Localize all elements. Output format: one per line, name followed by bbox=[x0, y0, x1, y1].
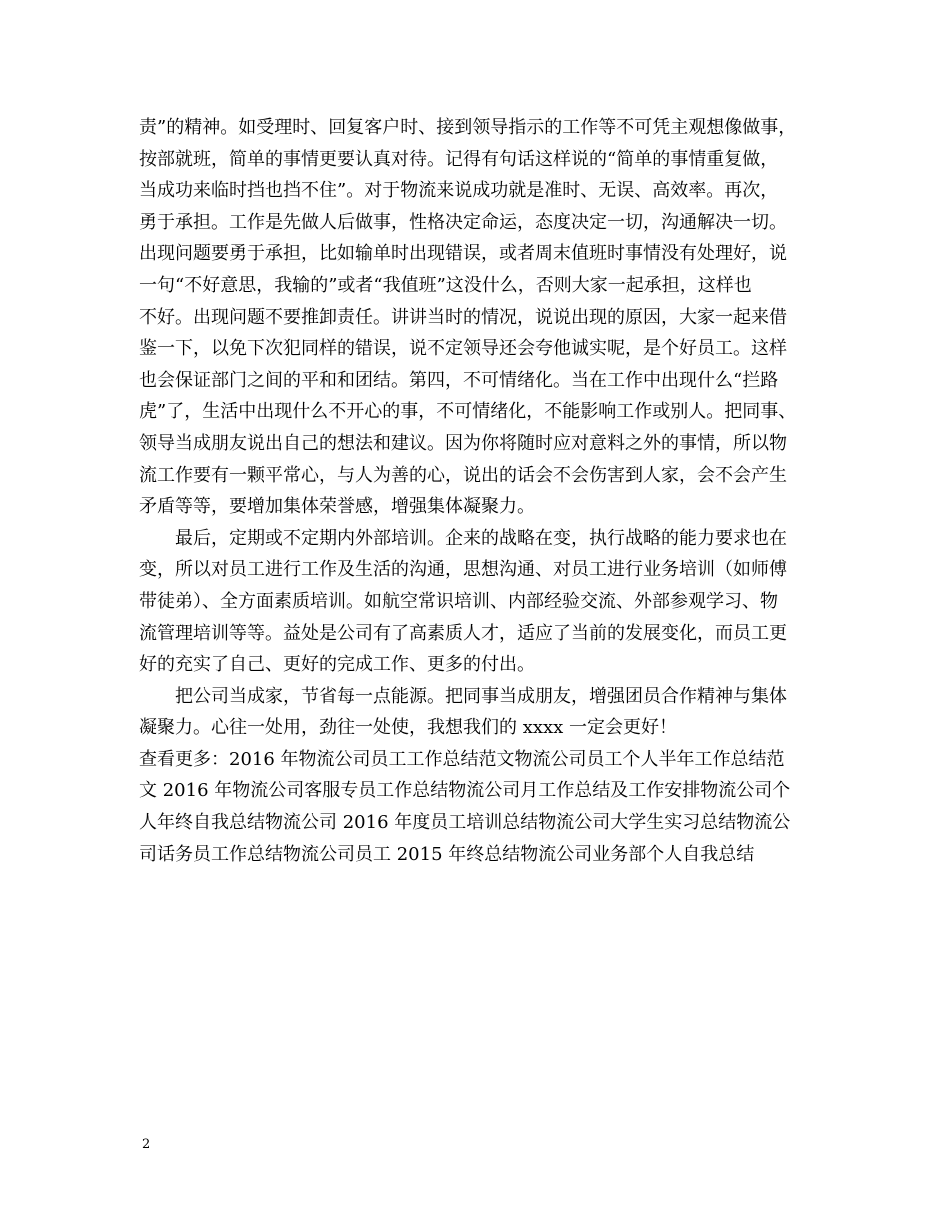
text-line: 流管理培训等等。益处是公司有了高素质人才，适应了当前的发展变化，而员工更 bbox=[139, 622, 787, 644]
text-line: 虎”了，生活中出现什么不开心的事，不可情绪化，不能影响工作或别人。把同事、 bbox=[139, 401, 797, 423]
text-line: 变，所以对员工进行工作及生活的沟通，思想沟通、对员工进行业务培训（如师傅 bbox=[139, 559, 787, 581]
text-line: 一句“不好意思，我输的”或者“我值班”这没什么，否则大家一起承担，这样也 bbox=[139, 274, 752, 296]
text-line: 按部就班，简单的事情更要认真对待。记得有句话这样说的“简单的事情重复做， bbox=[139, 148, 779, 170]
text-line: 好的充实了自己、更好的完成工作、更多的付出。 bbox=[139, 654, 535, 676]
text-line: 领导当成朋友说出自己的想法和建议。因为你将随时应对意料之外的事情，所以物 bbox=[139, 432, 787, 454]
document-body bbox=[139, 112, 839, 870]
text-line: 鉴一下，以免下次犯同样的错误，说不定领导还会夸他诚实呢，是个好员工。这样 bbox=[139, 338, 787, 360]
paragraph-see-more bbox=[139, 744, 839, 870]
text-line: 凝聚力。心往一处用，劲往一处使，我想我们的 xxxx 一定会更好！ bbox=[139, 717, 678, 739]
paragraph-training bbox=[139, 523, 839, 681]
text-line: 勇于承担。工作是先做人后做事，性格决定命运，态度决定一切，沟通解决一切。 bbox=[139, 211, 787, 233]
text-line: 查看更多：2016 年物流公司员工工作总结范文物流公司员工个人半年工作总结范 bbox=[139, 748, 785, 770]
text-line: 责”的精神。如受理时、回复客户时、接到领导指示的工作等不可凭主观想像做事， bbox=[139, 117, 797, 138]
text-line: 人年终自我总结物流公司 2016 年度员工培训总结物流公司大学生实习总结物流公 bbox=[139, 812, 791, 834]
text-line: 当成功来临时挡也挡不住”。对于物流来说成功就是准时、无误、高效率。再次， bbox=[139, 180, 779, 202]
text-line: 带徒弟）、全方面素质培训。如航空常识培训、内部经验交流、外部参观学习、物 bbox=[139, 590, 778, 612]
text-line: 不好。出现问题不要推卸责任。讲讲当时的情况，说说出现的原因，大家一起来借 bbox=[139, 306, 787, 328]
text-line: 司话务员工作总结物流公司员工 2015 年终总结物流公司业务部个人自我总结 bbox=[139, 843, 755, 865]
paragraph-responsibility bbox=[139, 112, 839, 523]
text-line: 矛盾等等，要增加集体荣誉感，增强集体凝聚力。 bbox=[139, 496, 535, 518]
text-line: 文 2016 年物流公司客服专员工作总结物流公司月工作总结及工作安排物流公司个 bbox=[139, 780, 791, 802]
text-line: 流工作要有一颗平常心，与人为善的心，说出的话会不会伤害到人家，会不会产生 bbox=[139, 464, 787, 486]
page-number: 2 bbox=[142, 1137, 151, 1152]
paragraph-closing bbox=[139, 681, 839, 744]
text-line: 也会保证部门之间的平和和团结。第四，不可情绪化。当在工作中出现什么“拦路 bbox=[139, 369, 779, 391]
text-line: 出现问题要勇于承担，比如输单时出现错误，或者周末值班时事情没有处理好，说 bbox=[139, 243, 787, 265]
text-line: 把公司当成家，节省每一点能源。把同事当成朋友，增强团员合作精神与集体 bbox=[175, 685, 787, 707]
text-line: 最后，定期或不定期内外部培训。企来的战略在变，执行战略的能力要求也在 bbox=[175, 527, 787, 549]
